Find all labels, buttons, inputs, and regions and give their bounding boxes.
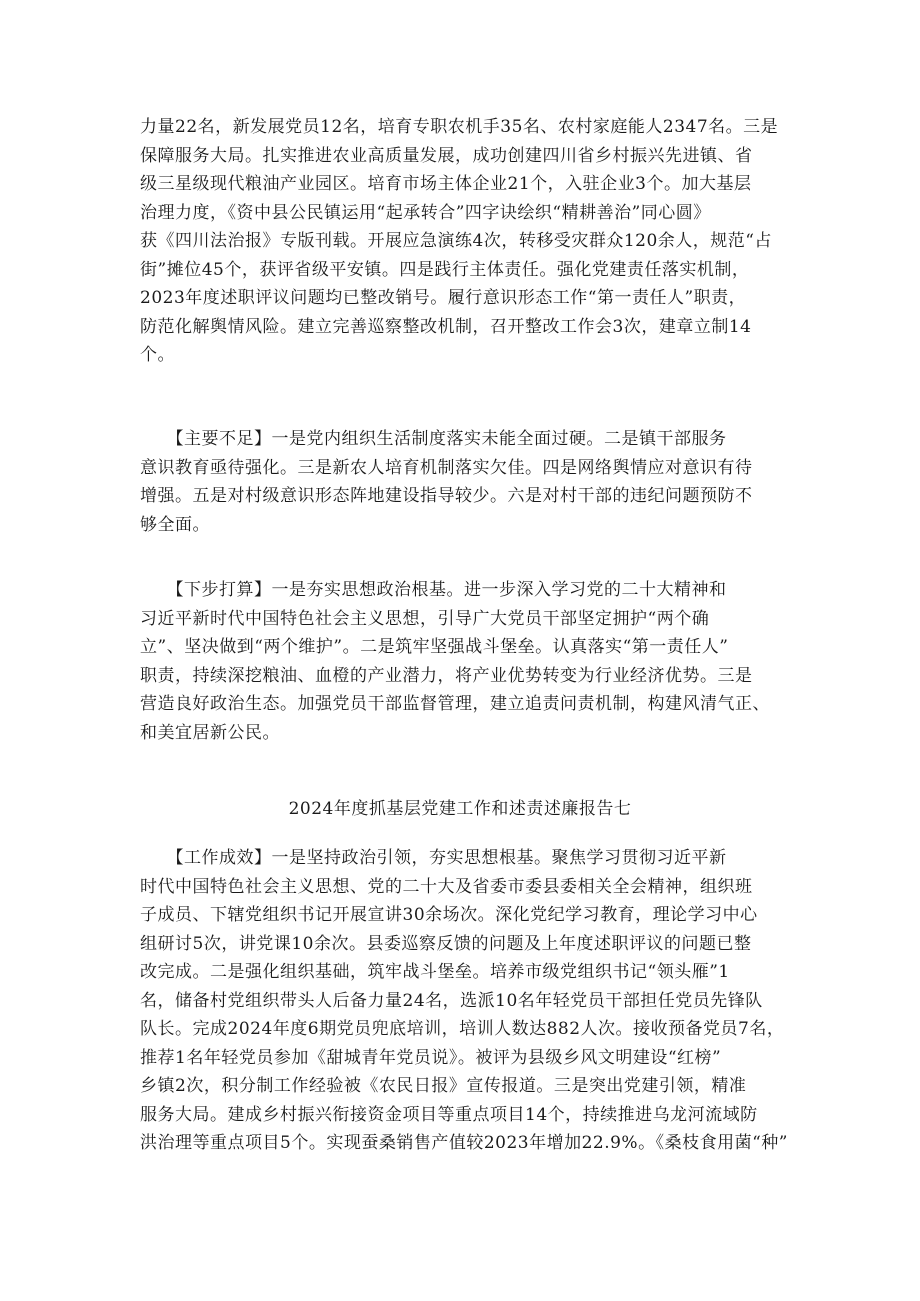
text-line: 营造良好政治生态。加强党员干部监督管理，建立追责问责机制，构建风清气正、 xyxy=(140,694,770,714)
text-line: 力量22名，新发展党员12名，培育专职农机手35名、农村家庭能人2347名。三是 xyxy=(140,117,779,137)
paragraph-achievements xyxy=(140,844,788,1158)
text-line: 【主要不足】一是党内组织生活制度落实未能全面过硬。二是镇干部服务 xyxy=(140,429,727,449)
text-line: 乡镇2次，积分制工作经验被《农民日报》宣传报道。三是突出党建引领，精准 xyxy=(140,1076,747,1096)
text-line: 服务大局。建成乡村振兴衔接资金项目等重点项目14个，持续推进乌龙河流域防 xyxy=(140,1104,758,1125)
text-line: 增强。五是对村级意识形态阵地建设指导较少。六是对村干部的违纪问题预防不 xyxy=(140,486,753,506)
text-line: 【工作成效】一是坚持政治引领，夯实思想根基。聚焦学习贯彻习近平新 xyxy=(140,848,727,868)
text-line: 名，储备村党组织带头人后备力量24名，选派10名年轻党员干部担任党员先锋队 xyxy=(140,990,763,1011)
text-line: 防范化解舆情风险。建立完善巡察整改机制，召开整改工作会3次，建章立制14 xyxy=(140,316,752,337)
text-line: 保障服务大局。扎实推进农业高质量发展，成功创建四川省乡村振兴先进镇、省 xyxy=(140,145,753,166)
text-line: 获《四川法治报》专版刊载。开展应急演练4次，转移受灾群众120余人，规范“占 xyxy=(140,231,772,251)
text-line: 时代中国特色社会主义思想、党的二十大及省委市委县委相关全会精神，组织班 xyxy=(140,876,753,897)
text-line: 2023年度述职评议问题均已整改销号。履行意识形态工作“第一责任人”职责， xyxy=(140,288,747,308)
text-line: 意识教育亟待强化。三是新农人培育机制落实欠佳。四是网络舆情应对意识有待 xyxy=(140,457,753,478)
text-line: 和美宜居新公民。 xyxy=(140,722,280,743)
text-line: 街”摊位45个，获评省级平安镇。四是践行主体责任。强化党建责任落实机制， xyxy=(140,259,750,280)
paragraph-shortcomings xyxy=(140,425,780,539)
text-line: 习近平新时代中国特色社会主义思想，引导广大党员干部坚定拥护“两个确 xyxy=(140,608,710,629)
text-line: 改完成。二是强化组织基础，筑牢战斗堡垒。培养市级党组织书记“领头雁”1 xyxy=(140,962,730,982)
text-line: 洪治理等重点项目5个。实现蚕桑销售产值较2023年增加22.9%。《桑枝食用菌“种” xyxy=(140,1133,788,1153)
text-line: 立”、坚决做到“两个维护”。二是筑牢坚强战斗堡垒。认真落实“第一责任人” xyxy=(140,637,729,657)
text-line: 推荐1名年轻党员参加《甜城青年党员说》。被评为县级乡风文明建设“红榜” xyxy=(140,1047,722,1068)
paragraph-next-steps xyxy=(140,576,780,747)
text-line: 治理力度，《资中县公民镇运用“起承转合”四字诀绘织“精耕善治”同心圆》 xyxy=(140,202,711,223)
text-line: 级三星级现代粮油产业园区。培育市场主体企业21个，入驻企业3个。加大基层 xyxy=(140,174,752,194)
paragraph-continuation xyxy=(140,113,780,370)
text-line: 组研讨5次，讲党课10余次。县委巡察反馈的问题及上年度述职评议的问题已整 xyxy=(140,933,752,954)
text-line: 子成员、下辖党组织书记开展宣讲30余场次。深化党纪学习教育，理论学习中心 xyxy=(140,905,758,925)
section-title: 2024年度抓基层党建工作和述责述廉报告七 xyxy=(288,799,632,819)
text-line: 【下步打算】一是夯实思想政治根基。进一步深入学习党的二十大精神和 xyxy=(140,580,727,600)
text-line: 够全面。 xyxy=(140,514,210,535)
text-line: 职责，持续深挖粮油、血橙的产业潜力，将产业优势转变为行业经济优势。三是 xyxy=(140,665,753,686)
text-line: 队长。完成2024年度6期党员兜底培训，培训人数达882人次。接收预备党员7名， xyxy=(140,1019,785,1039)
text-line: 个。 xyxy=(140,345,175,365)
